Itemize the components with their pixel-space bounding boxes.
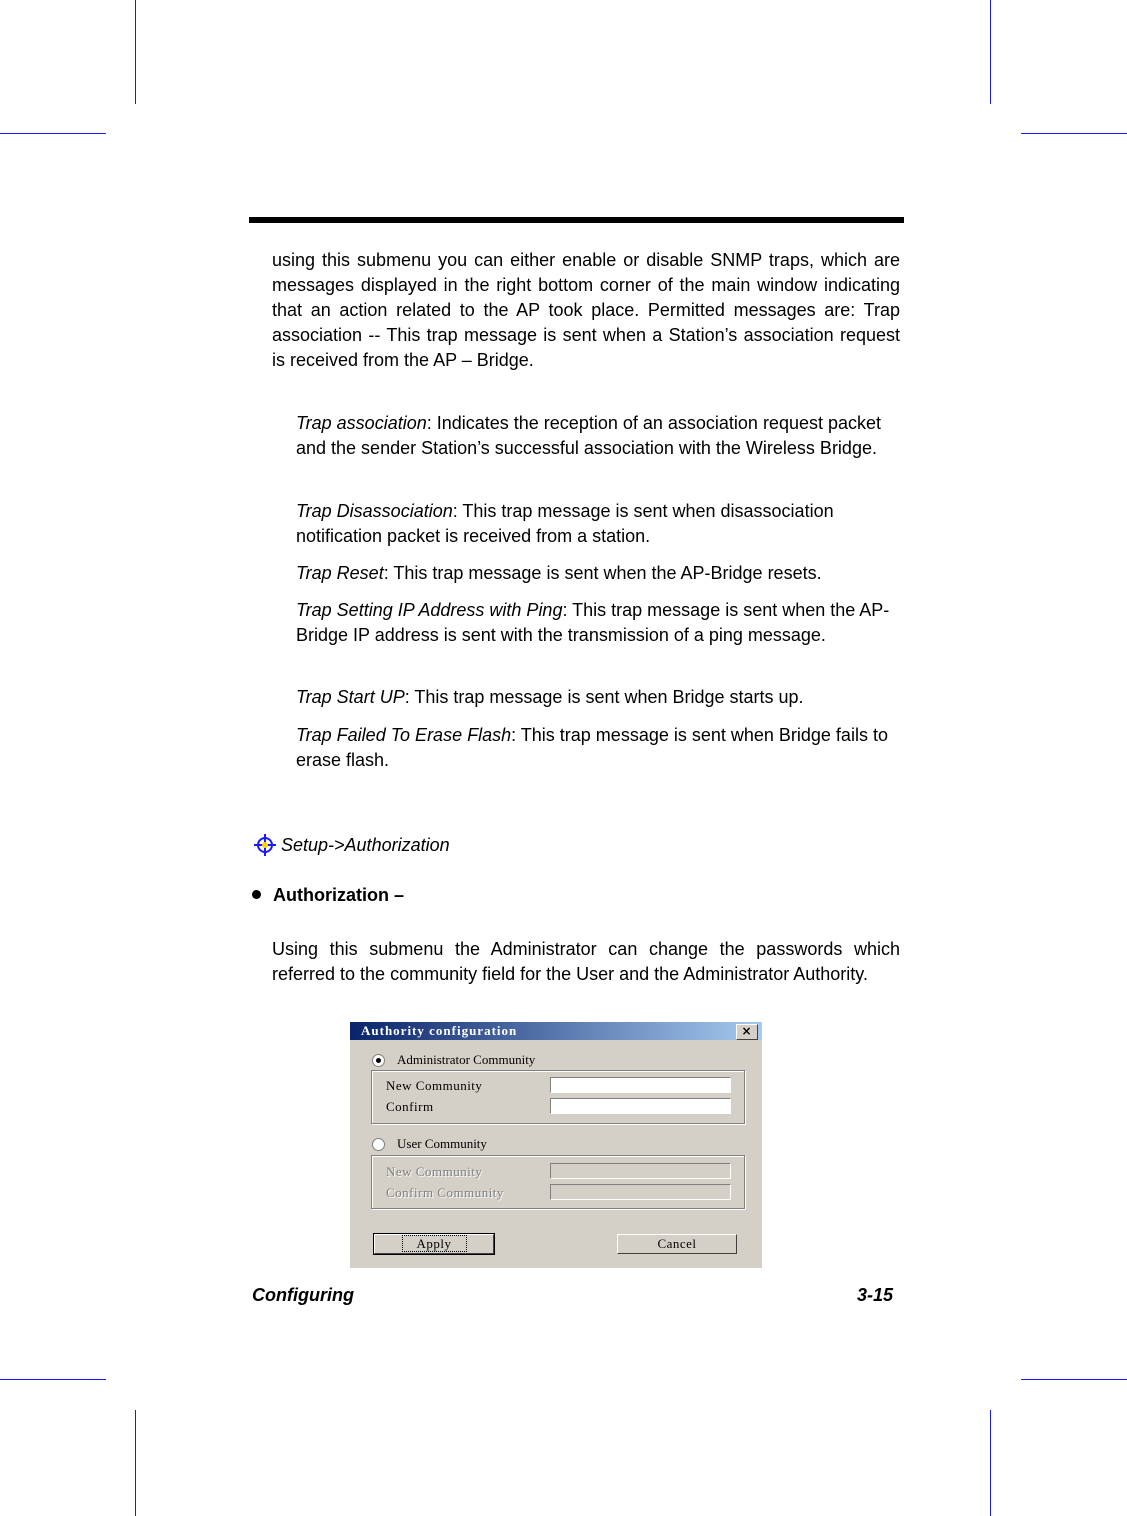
close-button[interactable]: × [736, 1024, 758, 1040]
trap-term: Trap association [296, 413, 427, 433]
section-paragraph: Using this submenu the Administrator can change the passwords which referred to the community field for the User and the Administrator Authority. [272, 939, 900, 984]
cancel-button[interactable]: Cancel [617, 1234, 737, 1254]
apply-button[interactable] [374, 1234, 494, 1254]
user-new-label: New Community [386, 1164, 483, 1179]
crop-mark [990, 0, 991, 104]
trap-desc: : This trap message is sent when Bridge fails to erase flash. [296, 725, 888, 770]
crosshair-icon [253, 833, 277, 857]
crop-mark [0, 1379, 106, 1380]
admin-community-radio[interactable] [372, 1052, 535, 1068]
crop-mark [990, 1410, 991, 1516]
section-heading-text: Authorization – [273, 885, 404, 905]
user-confirm-label: Confirm Community [386, 1185, 504, 1200]
breadcrumb [253, 833, 450, 857]
footer-page-number: 3-15 [857, 1285, 894, 1305]
trap-term: Trap Reset [296, 563, 384, 583]
breadcrumb-text: Setup->Authorization [281, 834, 450, 855]
crop-mark [135, 0, 136, 104]
user-community-group [371, 1155, 745, 1209]
dialog-title-bar [350, 1022, 762, 1040]
trap-item [296, 411, 906, 461]
authority-dialog [350, 1022, 762, 1268]
admin-new-label: New Community [386, 1078, 483, 1093]
header-rule [249, 217, 904, 223]
apply-label: Apply [402, 1235, 467, 1252]
trap-term: Trap Disassociation [296, 501, 453, 521]
crop-mark [135, 1410, 136, 1516]
trap-desc: : This trap message is sent when the AP-Bridge IP address is sent with the transmission of a ping message. [296, 600, 890, 645]
trap-desc: : Indicates the reception of an association request packet and the sender Station’s successful association with the Wireless Bridge. [296, 413, 882, 458]
user-confirm-community-input[interactable] [550, 1184, 731, 1200]
dialog-title: Authority configuration [361, 1023, 518, 1038]
admin-new-community-input[interactable] [550, 1077, 731, 1093]
crop-mark [1021, 1379, 1127, 1380]
trap-item [296, 685, 906, 710]
bullet-icon [252, 890, 261, 899]
user-community-radio[interactable] [372, 1136, 487, 1152]
admin-confirm-label: Confirm [386, 1099, 434, 1114]
trap-term: Trap Setting IP Address with Ping [296, 600, 563, 620]
user-community-label: User Community [397, 1136, 487, 1151]
intro-paragraph: using this submenu you can either enable or disable SNMP traps, which are messages displayed in the right bottom corner of the main window indicating that an action related to the AP took place. Permitted messages are: Trap association -- This trap message is sent when a Station’s association request is received from the AP – Bridge. [272, 250, 900, 370]
radio-unselected-icon[interactable] [372, 1138, 385, 1151]
radio-selected-icon[interactable] [372, 1054, 385, 1067]
trap-term: Trap Start UP [296, 687, 405, 707]
trap-item [296, 561, 906, 586]
crop-mark [1021, 133, 1127, 134]
trap-desc: : This trap message is sent when disassociation notification packet is received from a station. [296, 501, 834, 546]
user-new-community-input[interactable] [550, 1163, 731, 1179]
trap-item [296, 723, 906, 773]
admin-community-group [371, 1070, 745, 1124]
admin-confirm-community-input[interactable] [550, 1098, 731, 1114]
admin-community-label: Administrator Community [397, 1052, 536, 1067]
section-heading [252, 885, 404, 906]
trap-desc: : This trap message is sent when the AP-Bridge resets. [383, 563, 822, 583]
trap-item [296, 499, 906, 549]
footer-chapter: Configuring [252, 1285, 354, 1305]
trap-item [296, 598, 906, 648]
trap-term: Trap Failed To Erase Flash [296, 725, 512, 745]
crop-mark [0, 133, 106, 134]
trap-desc: : This trap message is sent when Bridge starts up. [404, 687, 804, 707]
